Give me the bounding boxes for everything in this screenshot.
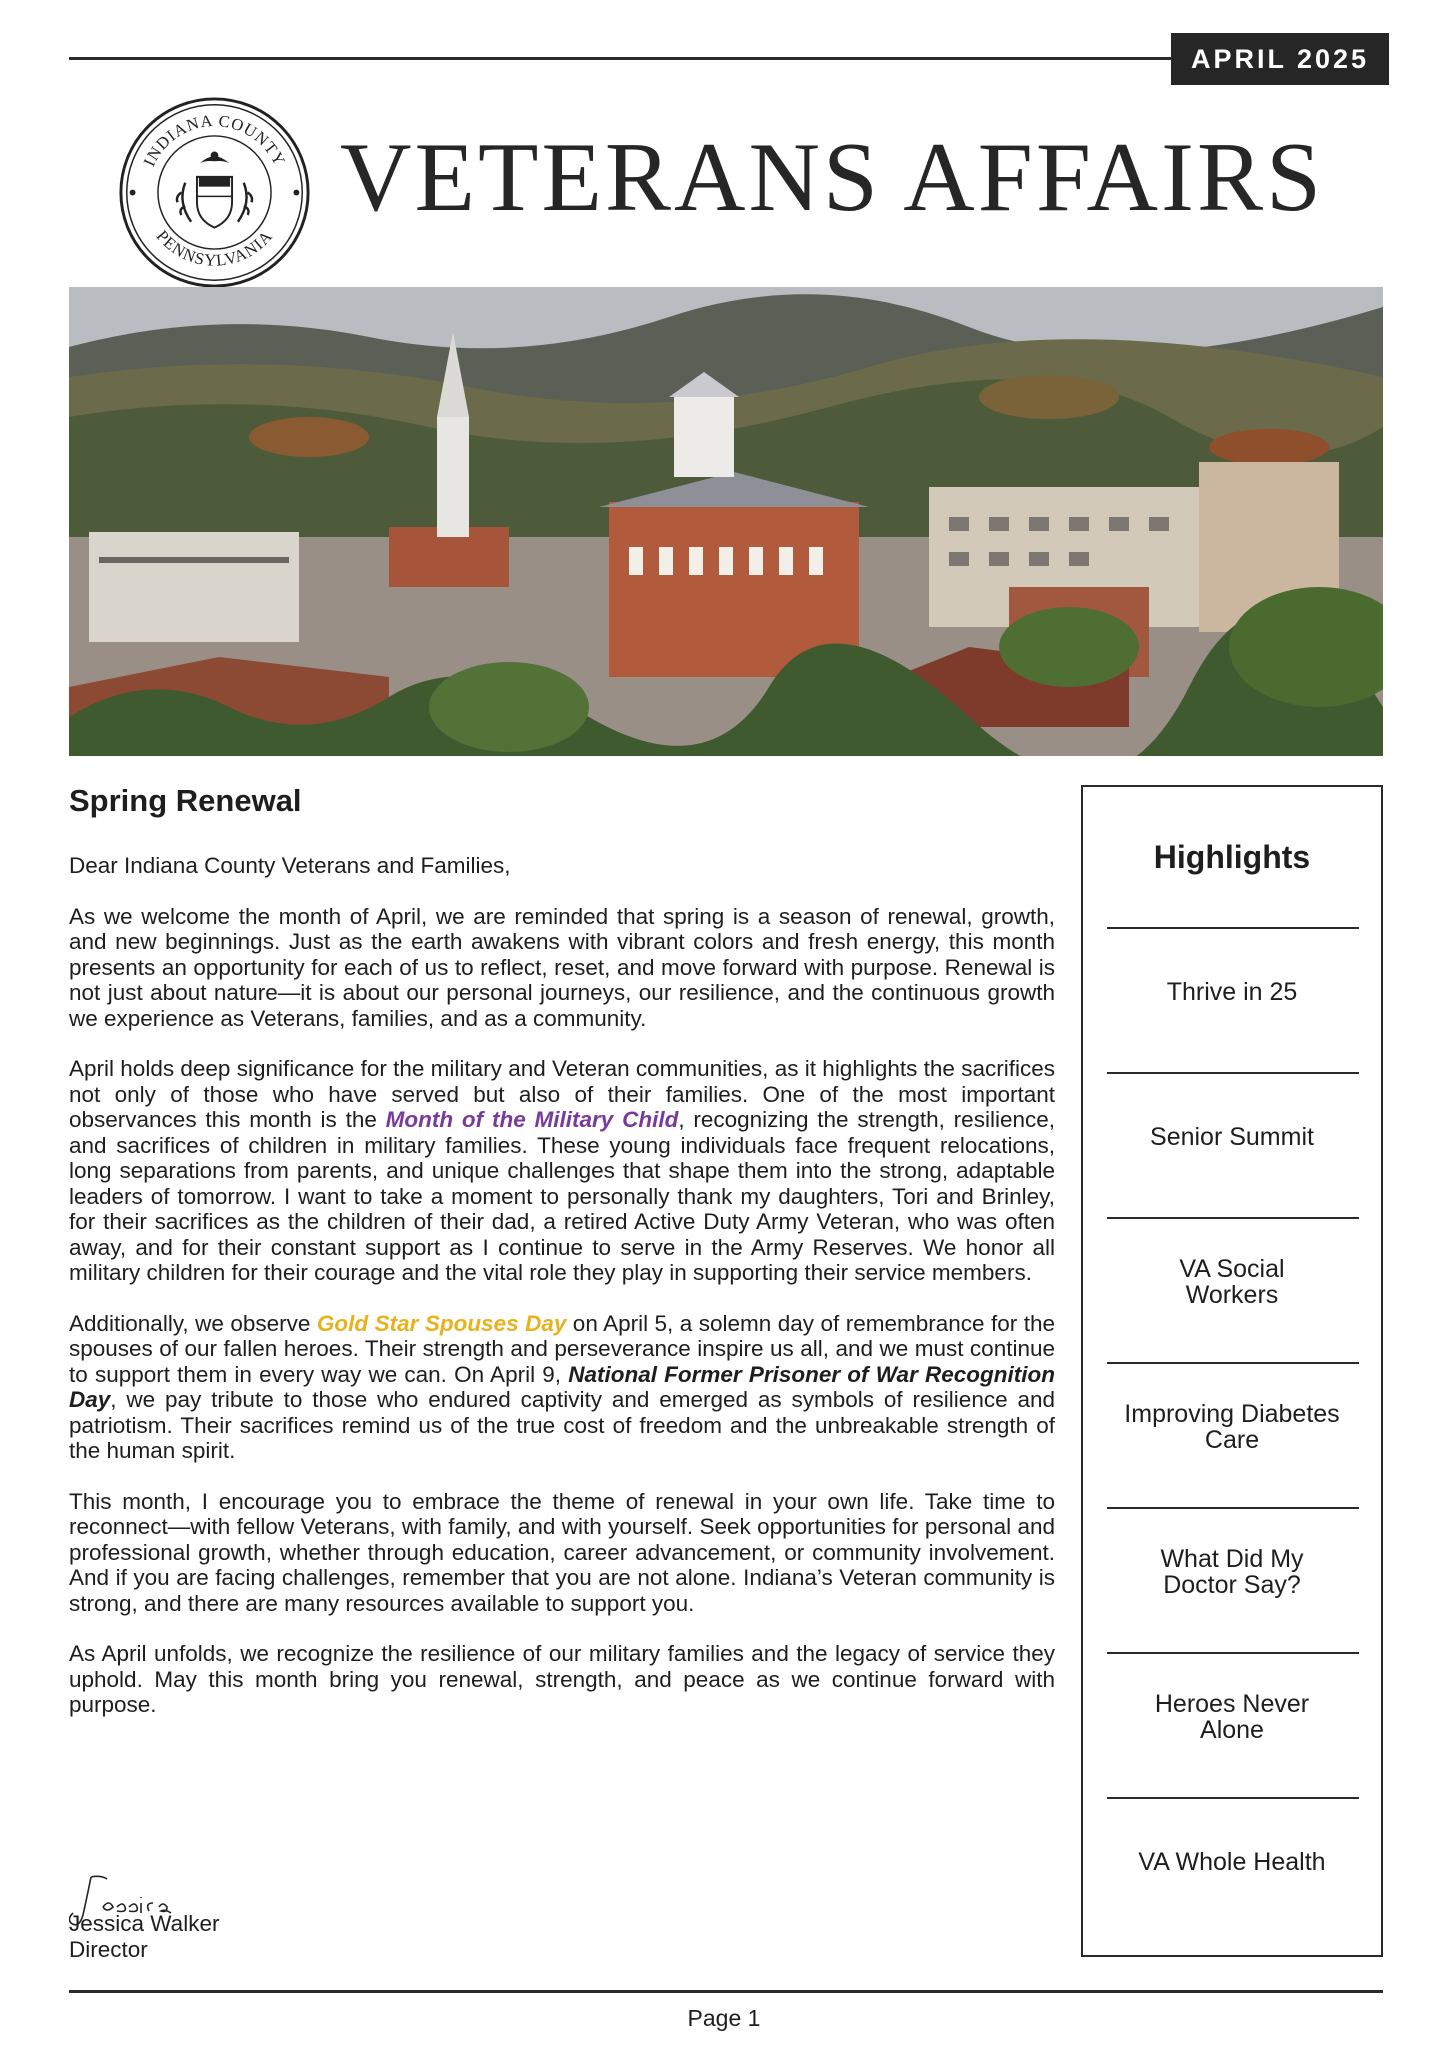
paragraph-4: This month, I encourage you to embrace the theme of renewal in your own life. Take time to reconnect—with fellow Veterans, with family, and with yourself. Seek opportunities for personal and professional growth, whether through education, career advancement, or community involvement. And if you are facing challenges, remember that you are not alone. Indiana’s Veteran community is strong, and there are many resources available to support you. bbox=[69, 1488, 1055, 1616]
masthead-title: VETERANS AFFAIRS bbox=[340, 123, 1325, 232]
highlights-title: Highlights bbox=[1153, 839, 1311, 875]
paragraph-2: April holds deep significance for the military and Veteran communities, as it highlights the sacrifices not only of those who have served but also of their families. One of the most important observances this month is the Month of the Military Child, recognizing the strength, resilience, and sacrifices of children in military families. These young individuals face frequent relocations, long separations from parents, and unique challenges that shape them into the strong, adaptable leaders of tomorrow. I want to take a moment to personally thank my daughters, Tori and Brinley, for their sacrifices as the children of their dad, a retired Active Duty Army Veteran, who was often away, and for their constant support as I continue to serve in the Army Reserves. We honor all military children for their courage and the vital role they play in supporting their service members. bbox=[69, 1056, 1055, 1285]
seal-bottom-text: PENNSYLVANIA bbox=[152, 226, 277, 270]
highlights-divider bbox=[1107, 1507, 1359, 1509]
highlights-divider bbox=[1107, 1217, 1359, 1219]
highlights-divider bbox=[1107, 1072, 1359, 1074]
greeting: Dear Indiana County Veterans and Families, bbox=[69, 853, 511, 878]
footer-rule bbox=[69, 1990, 1383, 1993]
header-rule bbox=[69, 57, 1171, 60]
seal-top-text: INDIANA COUNTY bbox=[139, 111, 290, 170]
signer-title: Director bbox=[69, 1937, 148, 1962]
highlights-divider bbox=[1107, 1362, 1359, 1364]
highlight-item-improving-diabetes-care[interactable]: Improving Diabetes Care bbox=[1124, 1400, 1340, 1454]
highlights-divider bbox=[1107, 1797, 1359, 1799]
signer-name: Jessica Walker bbox=[69, 1911, 220, 1936]
town-skyline-photo bbox=[69, 287, 1383, 756]
highlight-item-senior-summit[interactable]: Senior Summit bbox=[1150, 1123, 1314, 1151]
highlight-item-thrive-in-25[interactable]: Thrive in 25 bbox=[1166, 978, 1298, 1006]
highlight-item-what-did-my-doctor-say[interactable]: What Did My Doctor Say? bbox=[1160, 1545, 1304, 1599]
highlights-divider bbox=[1107, 927, 1359, 929]
month-of-military-child-highlight: Month of the Military Child bbox=[385, 1107, 679, 1132]
pow-recognition-day-highlight: National Former Prisoner of War Recognition Day bbox=[69, 1361, 1055, 1412]
county-seal-icon bbox=[117, 95, 312, 290]
highlight-item-heroes-never-alone[interactable]: Heroes Never Alone bbox=[1154, 1690, 1310, 1744]
highlights-divider bbox=[1107, 1652, 1359, 1654]
article-body bbox=[69, 853, 1055, 1743]
paragraph-1: As we welcome the month of April, we are reminded that spring is a season of renewal, growth, and new beginnings. Just as the earth awakens with vibrant colors and fresh energy, this month presents an opportunity for each of us to reflect, reset, and move forward with purpose. Renewal is not just about nature—it is about our personal journeys, our resilience, and the continuous growth we experience as Veterans, families, and as a community. bbox=[69, 903, 1055, 1031]
svg-text:PENNSYLVANIA bbox=[153, 226, 277, 270]
article-title: Spring Renewal bbox=[69, 783, 302, 818]
paragraph-5: As April unfolds, we recognize the resilience of our military families and the legacy of service they uphold. May this month bring you renewal, strength, and peace as we continue forward with purpose. bbox=[69, 1641, 1055, 1717]
highlight-item-va-whole-health[interactable]: VA Whole Health bbox=[1138, 1848, 1326, 1876]
paragraph-3: Additionally, we observe Gold Star Spouses Day on April 5, a solemn day of remembrance for the spouses of our fallen heroes. Their strength and perseverance inspire us all, and we must continue to support them in every way we can. On April 9, National Former Prisoner of War Recognition Day, we pay tribute to those who endured captivity and emerged as symbols of resilience and patriotism. Their sacrifices remind us of the true cost of freedom and the unbreakable strength of the human spirit. bbox=[69, 1310, 1055, 1463]
issue-date-badge: APRIL 2025 bbox=[1171, 33, 1389, 85]
gold-star-spouses-day-highlight: Gold Star Spouses Day bbox=[316, 1310, 567, 1336]
highlights-box bbox=[1081, 785, 1383, 1957]
page-number: Page 1 bbox=[687, 2005, 761, 2031]
highlight-item-va-social-workers[interactable]: VA Social Workers bbox=[1179, 1255, 1285, 1309]
